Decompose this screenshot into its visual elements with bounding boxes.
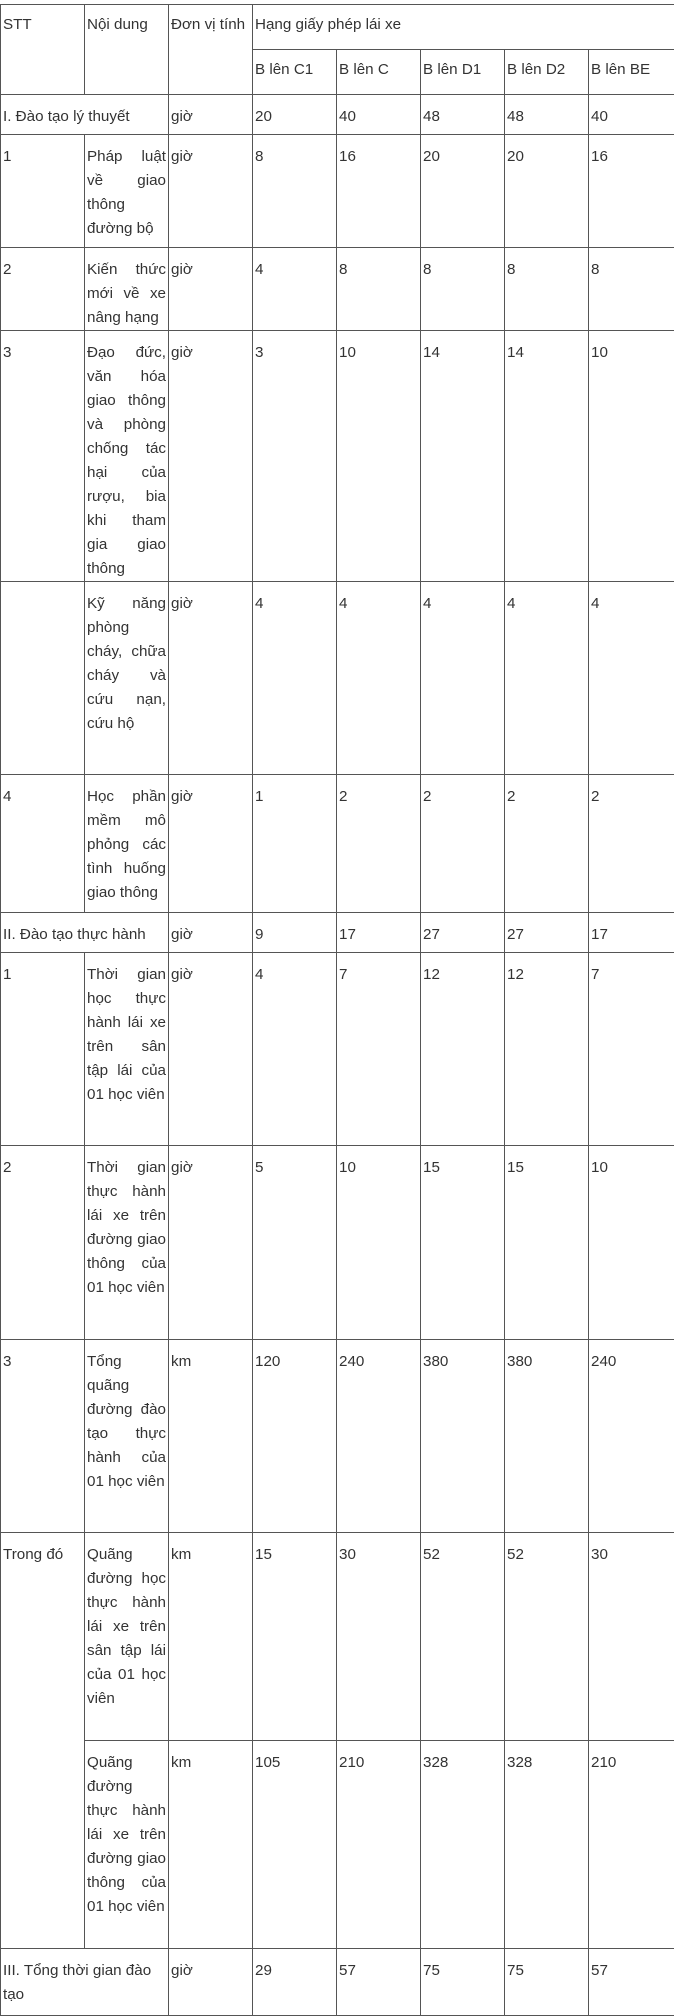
section-label: III. Tổng thời gian đào tạo [1, 1949, 169, 2016]
value-cell: 9 [253, 913, 337, 953]
unit-cell: km [169, 1340, 253, 1533]
value-cell: 15 [253, 1533, 337, 1741]
value-cell: 15 [421, 1146, 505, 1340]
value-cell: 2 [505, 775, 589, 913]
stt-cell: 1 [1, 135, 85, 248]
table-row [1, 135, 674, 248]
value-cell: 3 [253, 331, 337, 582]
unit-cell: giờ [169, 953, 253, 1146]
value-cell: 12 [421, 953, 505, 1146]
table-row [1, 775, 674, 913]
unit-cell: giờ [169, 331, 253, 582]
value-cell: 57 [589, 1949, 674, 2016]
value-cell: 17 [337, 913, 421, 953]
value-cell: 4 [253, 953, 337, 1146]
value-cell: 20 [253, 95, 337, 135]
stt-cell: 3 [1, 331, 85, 582]
stt-cell: 3 [1, 1340, 85, 1533]
stt-cell-trong-do: Trong đó [1, 1533, 85, 1949]
stt-cell: 4 [1, 775, 85, 913]
value-cell: 40 [337, 95, 421, 135]
value-cell: 2 [589, 775, 674, 913]
value-cell: 8 [337, 248, 421, 331]
header-hang-gplx: Hạng giấy phép lái xe [253, 5, 674, 50]
value-cell: 14 [505, 331, 589, 582]
value-cell: 15 [505, 1146, 589, 1340]
value-cell: 17 [589, 913, 674, 953]
value-cell: 8 [589, 248, 674, 331]
unit-cell: giờ [169, 1146, 253, 1340]
section-row-ly-thuyet [1, 95, 674, 135]
header-col-c: B lên C [337, 50, 421, 95]
value-cell: 29 [253, 1949, 337, 2016]
content-cell: Tổng quãng đường đào tạo thực hành của 01 học viên [85, 1340, 169, 1533]
value-cell: 240 [589, 1340, 674, 1533]
value-cell: 4 [253, 582, 337, 775]
content-cell: Quãng đường thực hành lái xe trên đường giao thông của 01 học viên [85, 1741, 169, 1949]
value-cell: 380 [421, 1340, 505, 1533]
value-cell: 57 [337, 1949, 421, 2016]
unit-cell: giờ [169, 95, 253, 135]
value-cell: 20 [421, 135, 505, 248]
header-noi-dung: Nội dung [85, 5, 169, 95]
value-cell: 7 [337, 953, 421, 1146]
value-cell: 2 [421, 775, 505, 913]
section-label: II. Đào tạo thực hành [1, 913, 169, 953]
section-label: I. Đào tạo lý thuyết [1, 95, 169, 135]
value-cell: 105 [253, 1741, 337, 1949]
value-cell: 240 [337, 1340, 421, 1533]
value-cell: 20 [505, 135, 589, 248]
unit-cell: giờ [169, 913, 253, 953]
section-row-thuc-hanh [1, 913, 674, 953]
table-row [1, 248, 674, 331]
stt-cell: 2 [1, 1146, 85, 1340]
value-cell: 27 [421, 913, 505, 953]
section-row-tong [1, 1949, 674, 2016]
content-cell: Kiến thức mới về xe nâng hạng [85, 248, 169, 331]
header-col-d1: B lên D1 [421, 50, 505, 95]
unit-cell: giờ [169, 135, 253, 248]
table-row [1, 582, 674, 775]
value-cell: 27 [505, 913, 589, 953]
value-cell: 210 [589, 1741, 674, 1949]
content-cell: Học phần mềm mô phỏng các tình huống giao thông [85, 775, 169, 913]
table-row [1, 331, 674, 582]
table-row [1, 1146, 674, 1340]
value-cell: 1 [253, 775, 337, 913]
content-cell: Pháp luật về giao thông đường bộ [85, 135, 169, 248]
value-cell: 16 [589, 135, 674, 248]
table-row [1, 1741, 674, 1949]
value-cell: 52 [505, 1533, 589, 1741]
value-cell: 75 [421, 1949, 505, 2016]
unit-cell: giờ [169, 775, 253, 913]
value-cell: 14 [421, 331, 505, 582]
value-cell: 4 [505, 582, 589, 775]
value-cell: 328 [505, 1741, 589, 1949]
content-cell: Kỹ năng phòng cháy, chữa cháy và cứu nạn, cứu hộ [85, 582, 169, 775]
value-cell: 48 [505, 95, 589, 135]
value-cell: 380 [505, 1340, 589, 1533]
value-cell: 10 [337, 331, 421, 582]
value-cell: 4 [253, 248, 337, 331]
value-cell: 10 [589, 331, 674, 582]
value-cell: 10 [337, 1146, 421, 1340]
training-hours-table-wrapper [0, 4, 674, 2016]
table-row [1, 1340, 674, 1533]
content-cell: Đạo đức, văn hóa giao thông và phòng chống tác hại của rượu, bia khi tham gia giao thông [85, 331, 169, 582]
header-col-c1: B lên C1 [253, 50, 337, 95]
content-cell: Quãng đường học thực hành lái xe trên sân tập lái của 01 học viên [85, 1533, 169, 1741]
value-cell: 10 [589, 1146, 674, 1340]
header-col-d2: B lên D2 [505, 50, 589, 95]
unit-cell: giờ [169, 582, 253, 775]
value-cell: 4 [589, 582, 674, 775]
value-cell: 75 [505, 1949, 589, 2016]
training-hours-table [0, 4, 674, 2016]
value-cell: 8 [505, 248, 589, 331]
unit-cell: giờ [169, 1949, 253, 2016]
value-cell: 4 [337, 582, 421, 775]
content-cell: Thời gian thực hành lái xe trên đường giao thông của 01 học viên [85, 1146, 169, 1340]
unit-cell: giờ [169, 248, 253, 331]
value-cell: 5 [253, 1146, 337, 1340]
value-cell: 120 [253, 1340, 337, 1533]
value-cell: 40 [589, 95, 674, 135]
value-cell: 12 [505, 953, 589, 1146]
value-cell: 2 [337, 775, 421, 913]
value-cell: 16 [337, 135, 421, 248]
value-cell: 48 [421, 95, 505, 135]
content-cell: Thời gian học thực hành lái xe trên sân tập lái của 01 học viên [85, 953, 169, 1146]
header-row-1 [1, 5, 674, 50]
value-cell: 30 [589, 1533, 674, 1741]
header-stt: STT [1, 5, 85, 95]
stt-cell: 1 [1, 953, 85, 1146]
value-cell: 8 [421, 248, 505, 331]
value-cell: 30 [337, 1533, 421, 1741]
header-col-be: B lên BE [589, 50, 674, 95]
unit-cell: km [169, 1533, 253, 1741]
header-don-vi: Đơn vị tính [169, 5, 253, 95]
stt-cell: 2 [1, 248, 85, 331]
value-cell: 7 [589, 953, 674, 1146]
value-cell: 8 [253, 135, 337, 248]
table-row [1, 1533, 674, 1741]
value-cell: 210 [337, 1741, 421, 1949]
unit-cell: km [169, 1741, 253, 1949]
table-row [1, 953, 674, 1146]
value-cell: 52 [421, 1533, 505, 1741]
value-cell: 328 [421, 1741, 505, 1949]
value-cell: 4 [421, 582, 505, 775]
stt-cell [1, 582, 85, 775]
